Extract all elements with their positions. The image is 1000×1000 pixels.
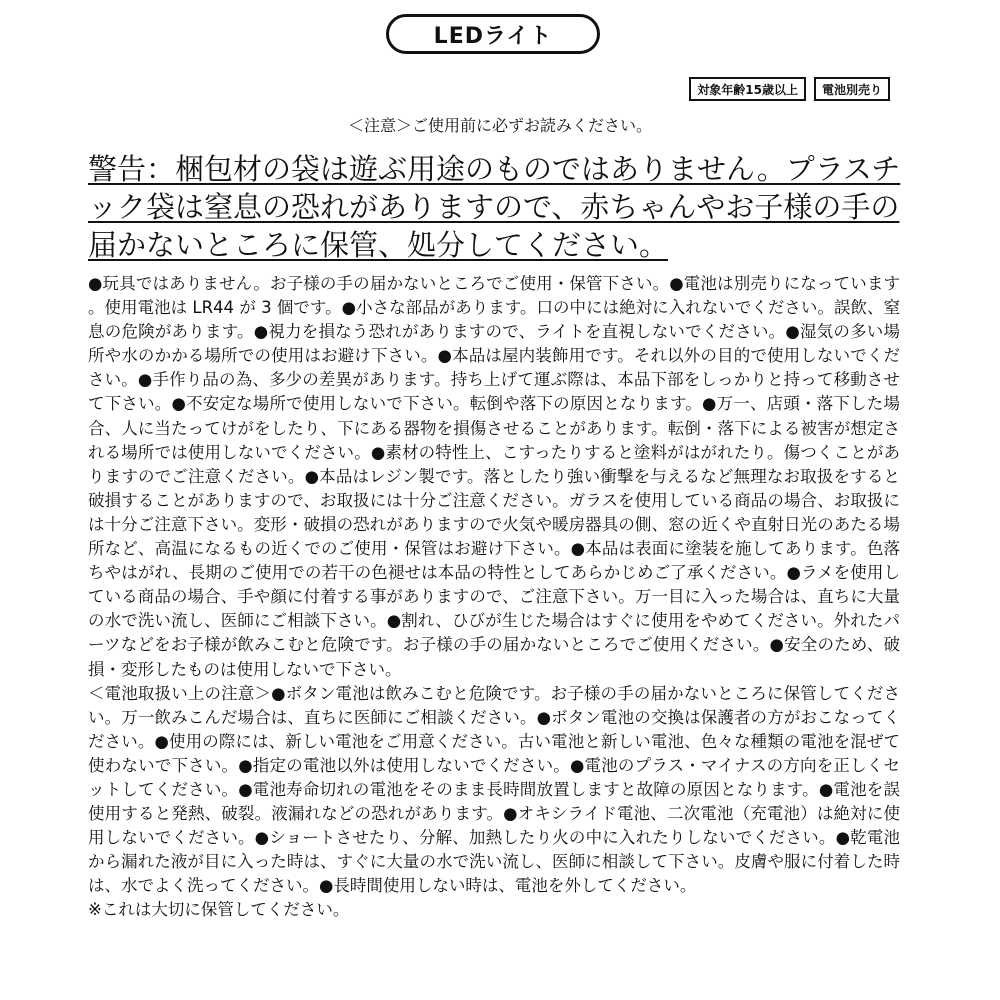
battery-cautions: ＜電池取扱い上の注意＞●ボタン電池は飲みこむと危険です。お子様の手の届かないところに保管してください。万一飲みこんだ場合は、直ちに医師にご相談ください。●ボタン電池の交換は保護者の方がおこなってください。●使用の際には、新しい電池をご用意ください。古い電池と新しい電池、色々な種類の電池を混ぜて使わないで下さい。●指定の電池以外は使用しないでください。●電池のプラス・マイナスの方向を正しくセットしてください。●電池寿命切れの電池をそのまま長時間放置しますと故障の原因となります。●電池を誤使用すると発熱、破裂。液漏れなどの恐れがあります。●オキシライド電池、二次電池（充電池）は絶対に使用しないでください。●ショートさせたり、分解、加熱したり火の中に入れたりしないでください。●乾電池から漏れた液が目に入った時は、すぐに大量の水で洗い流し、医師に相談して下さい。皮膚や服に付着した時は、水でよく洗ってください。●長時間使用しない時は、電池を外してください。 xyxy=(88,683,900,896)
caution-body xyxy=(88,272,900,923)
general-cautions: ●玩具ではありません。お子様の手の届かないところでご使用・保管下さい。●電池は別売りになっています。使用電池は LR44 が 3 個です。●小さな部品があります。口の中には絶対に入れないでください。誤飲、窒息の危険があります。●視力を損なう恐れがありますので、ライトを直視しないでください。●湿気の多い場所や水のかかる場所での使用はお避け下さい。●本品は屋内装飾用です。それ以外の目的で使用しないでください。●手作り品の為、多少の差異があります。持ち上げて運ぶ際は、本品下部をしっかりと持って移動させて下さい。●不安定な場所で使用しないで下さい。転倒や落下の原因となります。●万一、店頭・落下した場合、人に当たってけがをしたり、下にある器物を損傷させることがあります。転倒・落下による被害が想定される場所では使用しないでください。●素材の特性上、こすったりすると塗料がはがれたり。傷つくことがありますのでご注意ください。●本品はレジン製です。落としたり強い衝撃を与えるなど無理なお取扱をすると破損することがありますので、お取扱には十分ご注意ください。ガラスを使用している商品の場合、お取扱には十分ご注意下さい。変形・破損の恐れがありますので火気や暖房器具の側、窓の近くや直射日光のあたる場所など、高温になるもの近くでのご使用・保管はお避け下さい。●本品は表面に塗装を施してあります。色落ちやはがれ、長期のご使用での若干の色褪せは本品の特性としてあらかじめご了承ください。●ラメを使用している商品の場合、手や顔に付着する事がありますので、ご注意下さい。万一目に入った場合は、直ちに大量の水で洗い流し、医師にご相談下さい。●割れ、ひびが生じた場合はすぐに使用をやめてください。外れたパーツなどをお子様が飲みこむと危険です。お子様の手の届かないところでご使用ください。●安全のため、破損・変形したものは使用しないで下さい。 xyxy=(88,274,900,679)
keep-note: ※これは大切に保管してください。 xyxy=(88,900,350,920)
packaging-warning: 警告：梱包材の袋は遊ぶ用途のものではありません。プラスチック袋は窒息の恐れがありますので、赤ちゃんやお子様の手の届かないところに保管、処分してください。 xyxy=(88,152,901,262)
product-title: LEDライト xyxy=(386,14,600,54)
badge-group xyxy=(689,77,890,101)
read-before-use-notice: ＜注意＞ご使用前に必ずお読みください。 xyxy=(347,116,652,135)
age-badge: 対象年齢15歳以上 xyxy=(689,77,806,101)
battery-badge: 電池別売り xyxy=(814,77,890,101)
